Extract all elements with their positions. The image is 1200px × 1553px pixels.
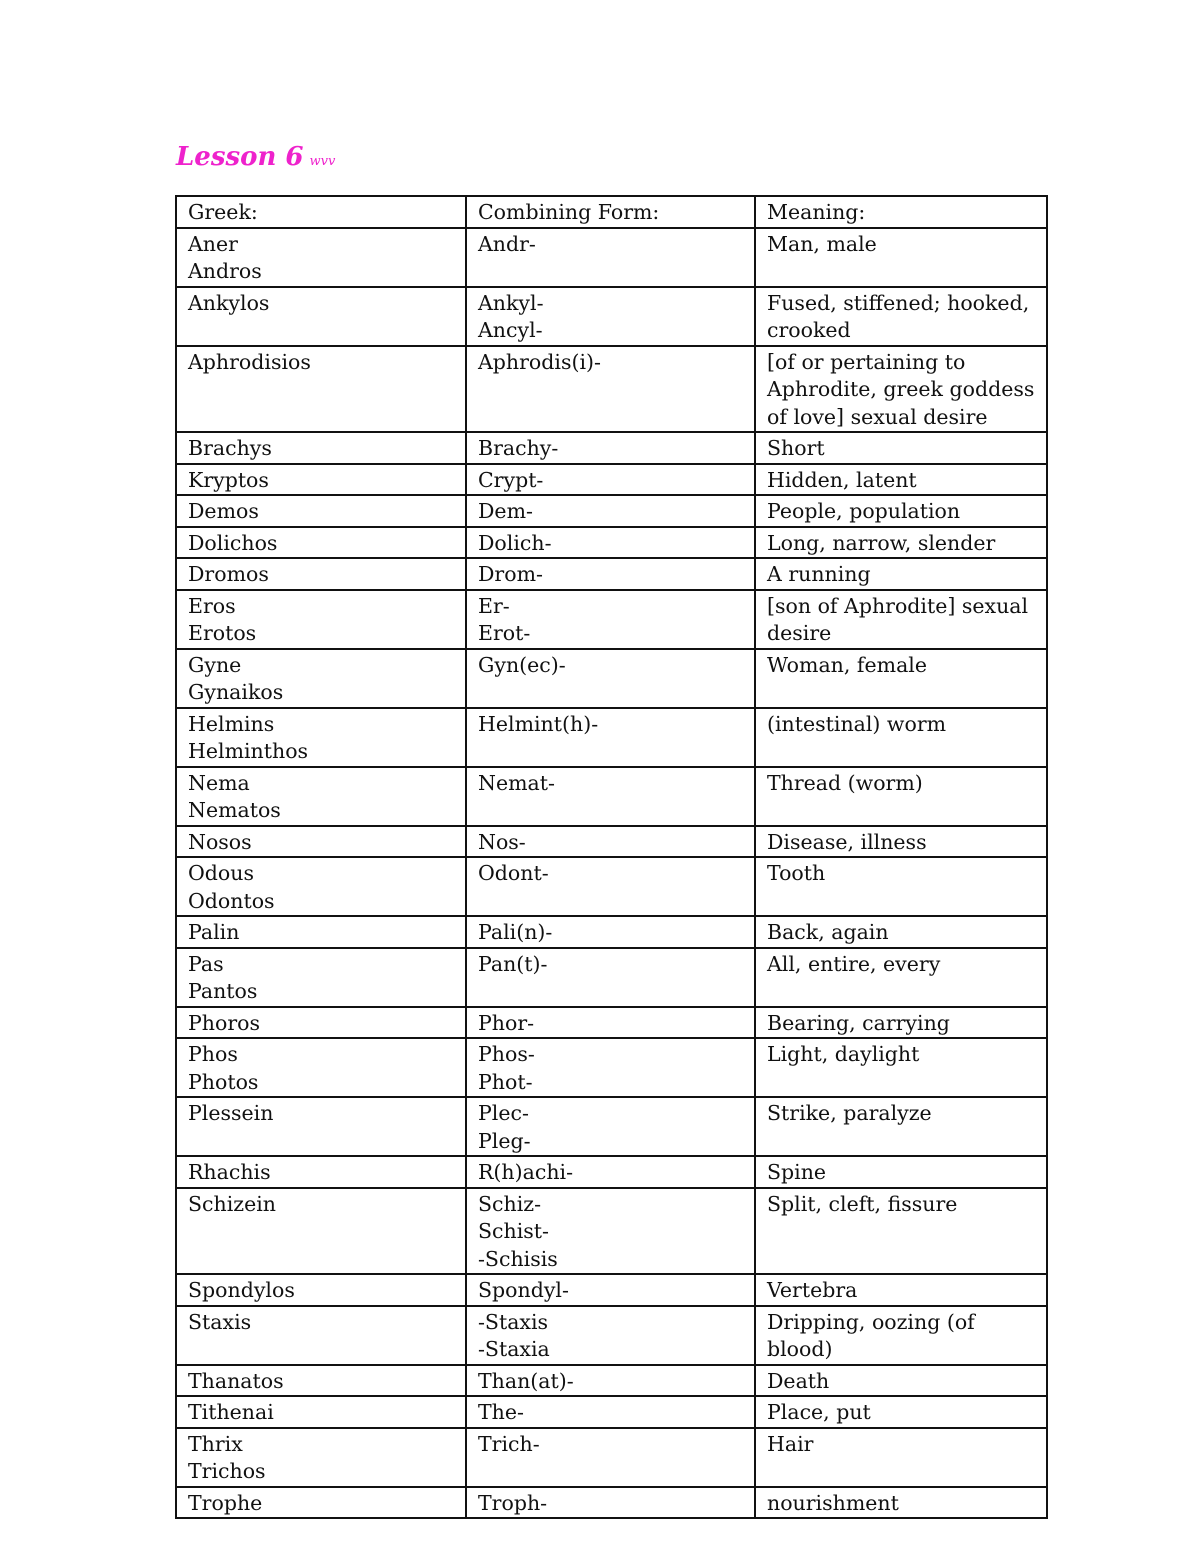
combining-form: Schist-: [478, 1219, 549, 1243]
greek-cell: [176, 495, 466, 527]
combining-form-cell: [466, 649, 755, 708]
greek-word: Nema: [188, 770, 250, 795]
combining-form: Aphrodis(i)-: [478, 349, 601, 374]
greek-word: Phos: [188, 1042, 238, 1066]
table-row: [176, 1156, 1047, 1188]
combining-form: Phos-: [478, 1042, 535, 1066]
table-header-row: [176, 196, 1047, 228]
meaning-text: Place, put: [767, 1400, 871, 1424]
greek-word: Erotos: [188, 621, 257, 645]
greek-word: Odontos: [188, 888, 275, 913]
combining-form-cell: [466, 1306, 755, 1365]
greek-word: Demos: [188, 499, 259, 523]
greek-word: Rhachis: [188, 1160, 271, 1184]
combining-form-cell: [466, 826, 755, 858]
combining-form: Pali(n)-: [478, 920, 553, 944]
combining-form: Pleg-: [478, 1128, 531, 1153]
combining-form-cell: [466, 1396, 755, 1428]
meaning-cell: [755, 1156, 1047, 1188]
combining-form: Ankyl-: [478, 290, 544, 315]
combining-form: Nos-: [478, 829, 526, 854]
meaning-cell: [755, 649, 1047, 708]
greek-cell: [176, 527, 466, 559]
meaning-cell: [755, 590, 1047, 649]
meaning-text: (intestinal) worm: [767, 711, 947, 736]
greek-word: Phoros: [188, 1010, 261, 1035]
greek-cell: [176, 1428, 466, 1487]
meaning-cell: [755, 1097, 1047, 1156]
greek-cell: [176, 649, 466, 708]
meaning-cell: [755, 1038, 1047, 1097]
greek-cell: [176, 1396, 466, 1428]
meaning-text: Split, cleft, fissure: [767, 1191, 958, 1216]
meaning-text: Spine: [767, 1160, 827, 1184]
greek-cell: [176, 1038, 466, 1097]
greek-word: Thanatos: [188, 1368, 284, 1393]
greek-cell: [176, 464, 466, 496]
meaning-cell: [755, 857, 1047, 916]
greek-cell: [176, 1007, 466, 1039]
greek-word: Andros: [188, 259, 262, 283]
combining-form: The-: [478, 1400, 524, 1424]
greek-cell: [176, 1306, 466, 1365]
meaning-text: Fused, stiffened; hooked, crooked: [767, 290, 1030, 342]
page-title: [176, 142, 335, 172]
combining-form-cell: [466, 432, 755, 464]
meaning-cell: [755, 948, 1047, 1007]
meaning-text: People, population: [767, 499, 961, 523]
combining-form: Spondyl-: [478, 1278, 569, 1302]
greek-word: Nosos: [188, 829, 252, 854]
combining-form: Phor-: [478, 1010, 535, 1035]
greek-word: Dromos: [188, 562, 269, 586]
greek-word: Spondylos: [188, 1278, 295, 1302]
header-meaning: Meaning:: [755, 196, 1047, 228]
greek-cell: [176, 916, 466, 948]
meaning-cell: [755, 1274, 1047, 1306]
meaning-text: Dripping, oozing (of blood): [767, 1309, 975, 1361]
greek-word: Schizein: [188, 1191, 276, 1216]
greek-cell: [176, 708, 466, 767]
meaning-text: All, entire, every: [767, 951, 941, 976]
greek-word: Nematos: [188, 798, 281, 822]
meaning-cell: [755, 1007, 1047, 1039]
table-row: [176, 1038, 1047, 1097]
table-row: [176, 1097, 1047, 1156]
combining-form: Trich-: [478, 1431, 540, 1456]
combining-form-cell: [466, 1038, 755, 1097]
combining-form: Odont-: [478, 861, 549, 885]
combining-form: Gyn(ec)-: [478, 652, 566, 677]
greek-cell: [176, 857, 466, 916]
meaning-cell: [755, 916, 1047, 948]
greek-word: Staxis: [188, 1309, 252, 1334]
table-row: [176, 948, 1047, 1007]
meaning-text: Tooth: [767, 861, 826, 885]
greek-cell: [176, 287, 466, 346]
combining-form-cell: [466, 590, 755, 649]
greek-word: Kryptos: [188, 467, 269, 492]
table-row: [176, 495, 1047, 527]
greek-cell: [176, 1188, 466, 1275]
greek-cell: [176, 826, 466, 858]
table-body: [176, 228, 1047, 1519]
meaning-cell: [755, 826, 1047, 858]
combining-form: Helmint(h)-: [478, 711, 599, 736]
meaning-cell: [755, 346, 1047, 433]
meaning-text: Man, male: [767, 231, 877, 256]
greek-word: Gynaikos: [188, 680, 284, 704]
table-row: [176, 1306, 1047, 1365]
table-row: [176, 916, 1047, 948]
table-row: [176, 1428, 1047, 1487]
meaning-text: Thread (worm): [767, 770, 923, 795]
meaning-cell: [755, 1188, 1047, 1275]
meaning-text: [of or pertaining to Aphrodite, greek goddess of love] sexual desire: [767, 349, 1035, 429]
vocabulary-table: [175, 195, 1048, 1519]
combining-form: Than(at)-: [478, 1368, 574, 1393]
combining-form: Dem-: [478, 499, 533, 523]
combining-form-cell: [466, 1156, 755, 1188]
combining-form: Plec-: [478, 1101, 529, 1125]
combining-form-cell: [466, 527, 755, 559]
meaning-cell: [755, 558, 1047, 590]
combining-form-cell: [466, 558, 755, 590]
greek-word: Ankylos: [188, 290, 270, 315]
greek-cell: [176, 590, 466, 649]
table-row: [176, 1274, 1047, 1306]
greek-cell: [176, 767, 466, 826]
combining-form-cell: [466, 708, 755, 767]
meaning-cell: [755, 228, 1047, 287]
meaning-cell: [755, 287, 1047, 346]
meaning-text: Bearing, carrying: [767, 1010, 950, 1035]
meaning-text: Vertebra: [767, 1278, 858, 1302]
combining-form: Nemat-: [478, 770, 555, 795]
table-row: [176, 649, 1047, 708]
combining-form-cell: [466, 1487, 755, 1519]
greek-cell: [176, 228, 466, 287]
header-combining-form: Combining Form:: [466, 196, 755, 228]
page-title-suffix: wvv: [309, 154, 336, 169]
combining-form-cell: [466, 1007, 755, 1039]
greek-cell: [176, 1156, 466, 1188]
meaning-text: Death: [767, 1368, 830, 1393]
combining-form: R(h)achi-: [478, 1160, 574, 1184]
greek-word: Pantos: [188, 979, 258, 1003]
page-title-text: Lesson 6: [176, 142, 304, 172]
greek-cell: [176, 432, 466, 464]
greek-word: Photos: [188, 1069, 259, 1094]
greek-cell: [176, 346, 466, 433]
meaning-text: Disease, illness: [767, 829, 927, 854]
combining-form-cell: [466, 767, 755, 826]
meaning-cell: [755, 1365, 1047, 1397]
combining-form: Dolich-: [478, 530, 552, 555]
greek-word: Dolichos: [188, 530, 278, 555]
table-row: [176, 1487, 1047, 1519]
combining-form: Troph-: [478, 1490, 548, 1515]
greek-word: Aner: [188, 231, 238, 256]
table-row: [176, 826, 1047, 858]
meaning-cell: [755, 527, 1047, 559]
header-greek: Greek:: [176, 196, 466, 228]
table-row: [176, 857, 1047, 916]
greek-word: Trophe: [188, 1490, 263, 1515]
greek-cell: [176, 948, 466, 1007]
combining-form: Ancyl-: [478, 318, 543, 342]
combining-form-cell: [466, 346, 755, 433]
combining-form-cell: [466, 228, 755, 287]
meaning-cell: [755, 1306, 1047, 1365]
meaning-text: Short: [767, 436, 825, 460]
table-row: [176, 767, 1047, 826]
table-row: [176, 590, 1047, 649]
greek-cell: [176, 1274, 466, 1306]
greek-word: Helmins: [188, 711, 275, 736]
meaning-cell: [755, 708, 1047, 767]
table-row: [176, 527, 1047, 559]
greek-word: Aphrodisios: [188, 349, 311, 374]
table-row: [176, 1188, 1047, 1275]
greek-cell: [176, 558, 466, 590]
combining-form-cell: [466, 464, 755, 496]
greek-word: Pas: [188, 951, 224, 976]
combining-form: -Schisis: [478, 1246, 558, 1271]
combining-form-cell: [466, 1365, 755, 1397]
combining-form: Pan(t)-: [478, 951, 548, 976]
meaning-text: Hidden, latent: [767, 467, 917, 492]
greek-word: Trichos: [188, 1459, 266, 1483]
greek-word: Thrix: [188, 1431, 243, 1456]
greek-cell: [176, 1487, 466, 1519]
table-row: [176, 464, 1047, 496]
table-row: [176, 1365, 1047, 1397]
meaning-cell: [755, 464, 1047, 496]
table-row: [176, 287, 1047, 346]
combining-form: Schiz-: [478, 1191, 542, 1216]
combining-form-cell: [466, 916, 755, 948]
greek-word: Odous: [188, 861, 254, 885]
meaning-text: Strike, paralyze: [767, 1101, 932, 1125]
table-row: [176, 708, 1047, 767]
combining-form-cell: [466, 1274, 755, 1306]
meaning-cell: [755, 1428, 1047, 1487]
greek-word: Plessein: [188, 1101, 274, 1125]
meaning-cell: [755, 1396, 1047, 1428]
meaning-text: Hair: [767, 1431, 814, 1456]
combining-form-cell: [466, 1097, 755, 1156]
greek-cell: [176, 1365, 466, 1397]
combining-form-cell: [466, 1428, 755, 1487]
greek-word: Gyne: [188, 652, 242, 677]
meaning-text: Woman, female: [767, 652, 927, 677]
table-row: [176, 346, 1047, 433]
table-row: [176, 1007, 1047, 1039]
combining-form: Erot-: [478, 621, 531, 645]
combining-form-cell: [466, 287, 755, 346]
meaning-cell: [755, 495, 1047, 527]
combining-form: Er-: [478, 593, 510, 618]
combining-form: Brachy-: [478, 436, 559, 460]
meaning-text: [son of Aphrodite] sexual desire: [767, 593, 1029, 645]
table-row: [176, 1396, 1047, 1428]
meaning-text: nourishment: [767, 1490, 899, 1515]
table-row: [176, 558, 1047, 590]
meaning-cell: [755, 767, 1047, 826]
greek-word: Eros: [188, 593, 236, 618]
meaning-cell: [755, 1487, 1047, 1519]
combining-form: Drom-: [478, 562, 543, 586]
combining-form-cell: [466, 495, 755, 527]
meaning-text: Back, again: [767, 920, 889, 944]
greek-word: Tithenai: [188, 1400, 274, 1424]
greek-word: Brachys: [188, 436, 272, 460]
combining-form: Crypt-: [478, 467, 544, 492]
greek-word: Helminthos: [188, 739, 309, 763]
table-row: [176, 228, 1047, 287]
combining-form: -Staxia: [478, 1337, 550, 1361]
combining-form: Phot-: [478, 1069, 533, 1094]
combining-form-cell: [466, 948, 755, 1007]
greek-word: Palin: [188, 920, 240, 944]
combining-form: Andr-: [478, 231, 536, 256]
table-row: [176, 432, 1047, 464]
meaning-text: Long, narrow, slender: [767, 530, 996, 555]
combining-form-cell: [466, 1188, 755, 1275]
meaning-text: A running: [767, 562, 871, 586]
meaning-cell: [755, 432, 1047, 464]
combining-form: -Staxis: [478, 1309, 549, 1334]
greek-cell: [176, 1097, 466, 1156]
meaning-text: Light, daylight: [767, 1042, 920, 1066]
combining-form-cell: [466, 857, 755, 916]
